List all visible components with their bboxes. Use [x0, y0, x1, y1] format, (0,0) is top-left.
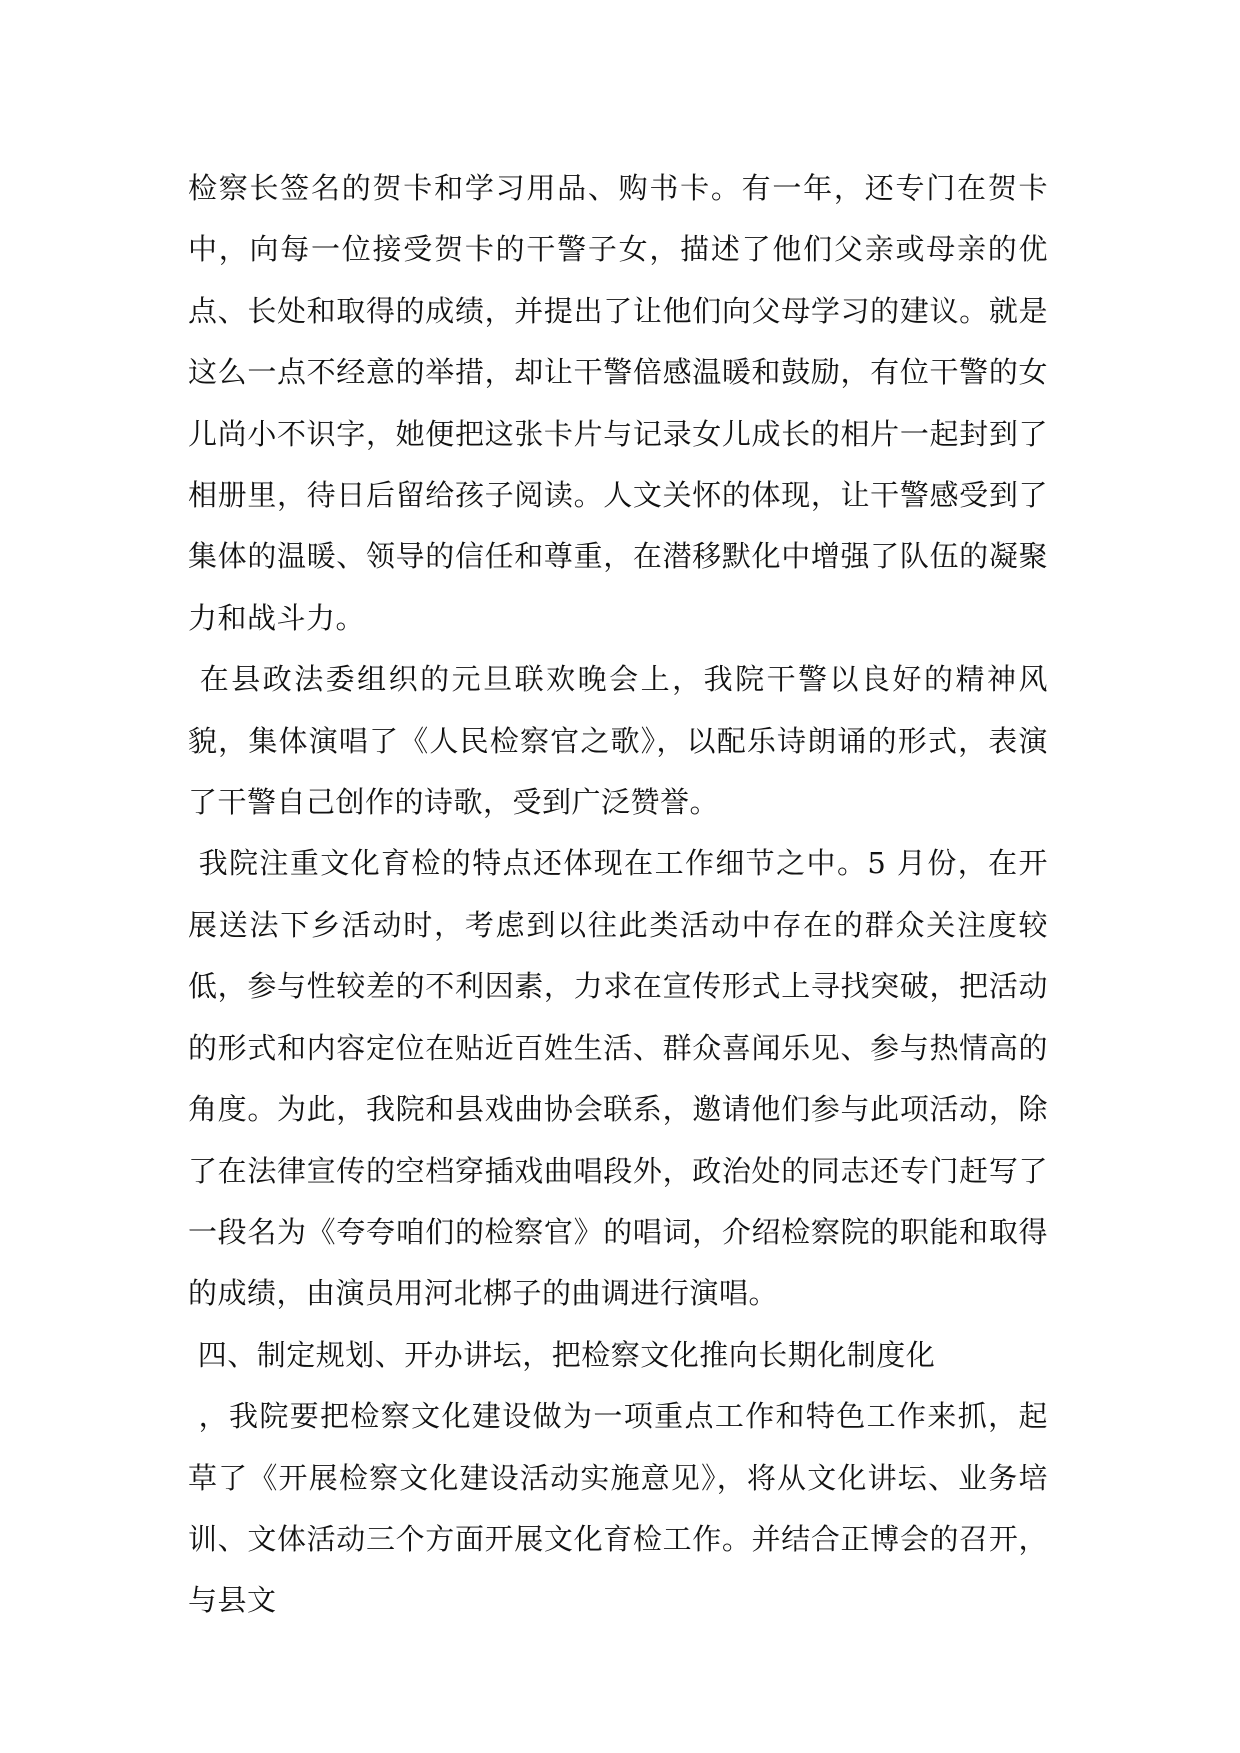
- paragraph-greeting-cards: 检察长签名的贺卡和学习用品、购书卡。有一年，还专门在贺卡中，向每一位接受贺卡的干警子女，描述了他们父亲或母亲的优点、长处和取得的成绩，并提出了让他们向父母学习的建议。就是这么一点不经意的举措，却让干警倍感温暖和鼓励，有位干警的女儿尚小不识字，她便把这张卡片与记录女儿成长的相片一起封到了相册里，待日后留给孩子阅读。人文关怀的体现，让干警感受到了集体的温暖、领导的信任和尊重，在潜移默化中增强了队伍的凝聚力和战斗力。: [188, 171, 1048, 635]
- paragraph-law-to-countryside: 我院注重文化育检的特点还体现在工作细节之中。5 月份，在开展送法下乡活动时，考虑到以往此类活动中存在的群众关注度较低，参与性较差的不利因素，力求在宣传形式上寻找突破，把活动的形式和内容定位在贴近百姓生活、群众喜闻乐见、参与热情高的角度。为此，我院和县戏曲协会联系，邀请他们参与此项活动，除了在法律宣传的空档穿插戏曲唱段外，政治处的同志还专门赶写了一段名为《夸夸咱们的检察官》的唱词，介绍检察院的职能和取得的成绩，由演员用河北梆子的曲调进行演唱。: [188, 846, 1049, 1311]
- body-text: [188, 158, 1048, 1632]
- section-heading-four: 四、制定规划、开办讲坛，把检察文化推向长期化制度化: [188, 1337, 936, 1372]
- paragraph-culture-plan: ，我院要把检察文化建设做为一项重点工作和特色工作来抓，起草了《开展检察文化建设活动实施意见》，将从文化讲坛、业务培训、文体活动三个方面开展文化育检工作。并结合正博会的召开，与县文: [188, 1399, 1048, 1618]
- paragraph-new-year-gala: 在县政法委组织的元旦联欢晚会上，我院干警以良好的精神风貌，集体演唱了《人民检察官之歌》，以配乐诗朗诵的形式，表演了干警自己创作的诗歌，受到广泛赞誉。: [188, 662, 1048, 820]
